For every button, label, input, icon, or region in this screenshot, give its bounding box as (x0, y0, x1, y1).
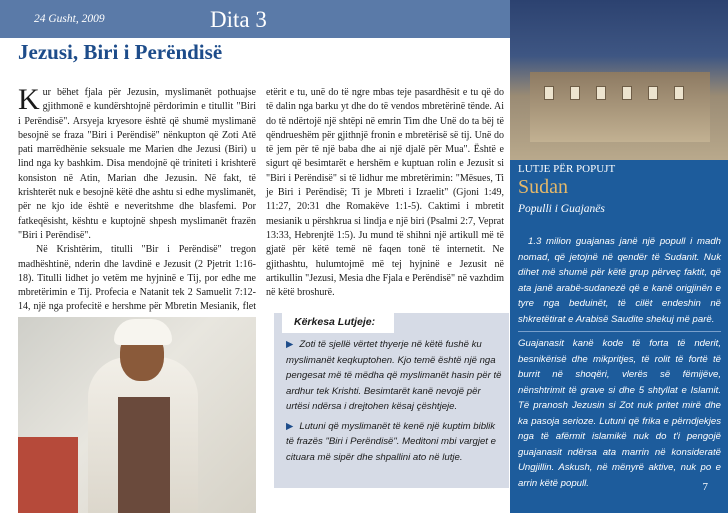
sidebar-people-group: Populli i Guajanës (518, 203, 605, 215)
chair (18, 437, 78, 513)
window (596, 86, 606, 100)
prayer-request-box (274, 313, 509, 488)
mosque-building (530, 72, 710, 142)
triangle-bullet-icon: ▶ (286, 420, 294, 432)
prayer-header-label: Kërkesa Lutjeje: (294, 316, 376, 328)
people-prayer-sidebar (510, 160, 728, 513)
second-paragraph: Në Krishtërim, titulli "Bir i Perëndisë" tregon madhështinë, nderin dhe lavdinë e Jezusit (2 Pjetrit 1:16-18). Titulli lidhet jo vetëm me hyjninë e Tij, por edhe me mbretërimin e Tij. Profecia e Natanit tek 2 Samuelit 7:12-14, një nga profecitë e hershme për Mbretin Mesianik, flet (18, 244, 256, 313)
window (622, 86, 632, 100)
window (570, 86, 580, 100)
article-column-2 (266, 86, 504, 300)
sidebar-paragraph: Guajanasit kanë kode të forta të nderit, besnikërisë dhe mikpritjes, të rolit të fortë të burrit në shoqëri, vlerës së fëmijëve, nënshtrimit të grave si dhe 5 shtyllat e Islamit. Të pranosh Jezusin si Zot nuk pritet mirë dhe ka pasoja serioze. Lutuni që frika e përndjekjes nga të afërmit islamikë nuk do t'i pengojë guajanasit ndërsa ata marrin në konsideratë Ungjillin. Askush, në mënyrë aktive, nuk po e arrin këtë popull. (518, 338, 721, 489)
sidebar-kicker: LUTJE PËR POPUJT (518, 163, 616, 175)
man-vest (118, 397, 170, 513)
window (544, 86, 554, 100)
man-turban (114, 319, 172, 345)
triangle-bullet-icon: ▶ (286, 339, 294, 350)
continued-paragraph: etërit e tu, unë do të ngre mbas teje pasardhësit e tu që do të dalin nga barku yt dhe do të vendos mbretërinë tënde. Ai do të ndërtojë një shtëpi në emrin Tim dhe Unë do ta bëj të qëndrueshëm për gjithnjë fronin e mbretërisë së tij. Unë do të jem për të një baba dhe ai një djalë për Mua". Është e sigurt që besimtarët e hershëm e kuptuan rolin e Jezusit si "Biri i Perëndisë" si të lidhur me mbretërimin: "Mësues, Ti je Biri i Perëndisë; Ti je Mbreti i Izraelit" (Gjoni 1:49, 11:27, 20:31 dhe Romakëve 1:1-5). Caktimi i mbretit mesianik u përshkrua si lindja e një biri (Psalmi 2:7, Veprat 13:33, Hebrenjtë 1:5). Ju mund të shihni një artikull më të gjatë për këtë temë në faqen tonë të internetit. Ne gjithashtu, hulumtojmë më tej hyjninë e Jezusit në artikullin "Jezusi, Mesia dhe Fjala e Perëndisë" në vazhdim në këtë broshurë. (266, 87, 504, 299)
sidebar-paragraph: 1.3 milion guajanas janë një popull i madh nomad, që jetojnë në qendër të Sudanit. Nuk dihet më shumë për këtë grup përveç faktit, që ata janë arabë-sudanezë që e kanë origjinën e tyre nga beduinët, të cilët endeshin në shkretëtirat e Arabisë Saudite shekuj më parë. (518, 236, 721, 325)
article-title: Jezusi, Biri i Perëndisë (18, 40, 223, 64)
intro-paragraph (18, 83, 256, 243)
prayer-item-text: Zoti të sjellë vërtet thyerje në këtë fushë ku myslimanët keqkuptohen. Kjo temë është një nga pengesat më të mëdha që myslimanët hasin për të ardhur tek Krishti. Besimtarët kanë nevojë për urtësi ndërsa i drejtohen kësaj çështjeje. (286, 339, 502, 412)
prayer-item (286, 419, 504, 466)
mosque-photo (510, 0, 728, 160)
prayer-item (286, 337, 504, 415)
drop-cap: K (18, 83, 40, 116)
yemeni-man-photo (18, 317, 256, 513)
day-label: Dita 3 (210, 7, 267, 32)
window (648, 86, 658, 100)
sidebar-body (518, 234, 721, 495)
prayer-item-text: Lutuni që myslimanët të kenë një kuptim biblik të frazës "Biri i Perëndisë". Meditoni mbi vargjet e cituara më sipër dhe shpallini ato në lutje. (286, 420, 496, 463)
article-column-1 (18, 83, 256, 343)
sidebar-divider (518, 331, 721, 332)
window (674, 86, 684, 100)
issue-date: 24 Gusht, 2009 (34, 13, 105, 25)
intro-text: ur bëhet fjala për Jezusin, myslimanët pothuajse gjithmonë e kundërshtojnë përdorimin e titullit "Biri i Perëndisë". Arsyeja kryesore është që shumë myslimanë besojnë se fraza "Biri i Perëndisë" nënkupton që Zoti Atë pati marrëdhënie seksuale me Marien dhe Jezusi (Biri) u lind nga ky bashkim. Disa mendojnë që triniteti i krishterë konsiston në Atin, Marian dhe Jezusin. Në fakt, të krishterët nuk e besojnë këtë dhe ashtu si edhe myslimanët, për ne kjo ide është e neveritshme dhe blasfemi. Por fatkeqësisht, kështu e kuptojnë shpesh myslimanët frazën "Biri i Perëndisë". (18, 87, 256, 241)
sidebar-country: Sudan (518, 176, 568, 198)
prayer-items (286, 337, 504, 469)
page-number: 7 (702, 481, 708, 493)
prayer-header-tab (282, 313, 394, 333)
